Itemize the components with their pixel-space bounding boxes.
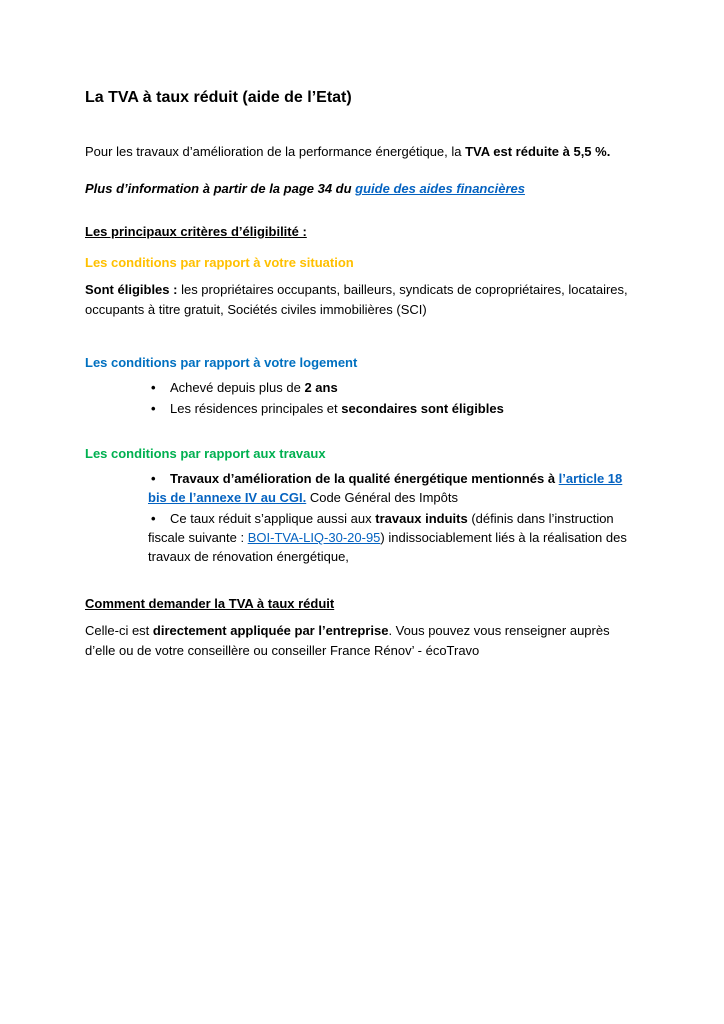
bullet-text: Code Général des Impôts [306, 490, 458, 505]
list-item [148, 378, 639, 397]
list-item [148, 509, 639, 566]
bullet-bold-text: travaux induits [375, 511, 468, 526]
boi-tva-liq-link[interactable]: BOI-TVA-LIQ-30-20-95 [247, 530, 381, 545]
eligible-text: les propriétaires occupants, bailleurs, syndicats de copropriétaires, locataires, occupants à titre gratuit, Sociétés civiles immobilières (SCI) [85, 282, 628, 317]
article-cgi-link[interactable]: l’article 18 bis de l’annexe IV au CGI. [148, 471, 623, 505]
bullet-text: ) indissociablement liés à la réalisation des travaux de rénovation énergétique, [148, 530, 627, 564]
bullet-bold-text: secondaires sont éligibles [341, 401, 504, 416]
list-item [148, 469, 639, 507]
list-item [148, 399, 639, 418]
eligible-paragraph [85, 280, 639, 320]
eligible-label: Sont éligibles : [85, 282, 178, 297]
intro-bold-text: TVA est réduite à 5,5 %. [465, 144, 611, 159]
intro-text: Pour les travaux d’amélioration de la performance énergétique, la [85, 144, 466, 159]
more-info-paragraph [85, 179, 639, 199]
travaux-bullet-list [85, 469, 639, 566]
bullet-text: Achevé depuis plus de [170, 380, 305, 395]
bullet-text: Les résidences principales et [170, 401, 342, 416]
how-to-text: . Vous pouvez vous renseigner auprès d’elle ou de votre conseillère ou conseiller France Rénov’ - écoTravo [85, 623, 610, 658]
logement-heading: Les conditions par rapport à votre logement [85, 355, 358, 370]
situation-heading: Les conditions par rapport à votre situation [85, 255, 354, 270]
bullet-text: Ce taux réduit s’applique aussi aux [170, 511, 376, 526]
bullet-bold-text: 2 ans [304, 380, 338, 395]
more-info-text: Plus d’information à partir de la page 34 du [85, 181, 356, 196]
how-to-bold-text: directement appliquée par l’entreprise [152, 623, 389, 638]
criteria-heading: Les principaux critères d’éligibilité : [85, 224, 307, 239]
bullet-bold-text: Travaux d’amélioration de la qualité énergétique mentionnés à [170, 471, 559, 486]
guide-aides-financieres-link[interactable]: guide des aides financières [355, 181, 525, 196]
logement-bullet-list [85, 378, 639, 418]
how-to-heading: Comment demander la TVA à taux réduit [85, 596, 335, 611]
how-to-text: Celle-ci est [85, 623, 153, 638]
bullet-text: (définis dans l’instruction fiscale suivante : [148, 511, 614, 545]
page-title: La TVA à taux réduit (aide de l’Etat) [85, 89, 352, 106]
intro-paragraph [85, 142, 639, 162]
how-to-paragraph [85, 621, 639, 661]
travaux-heading: Les conditions par rapport aux travaux [85, 446, 326, 461]
